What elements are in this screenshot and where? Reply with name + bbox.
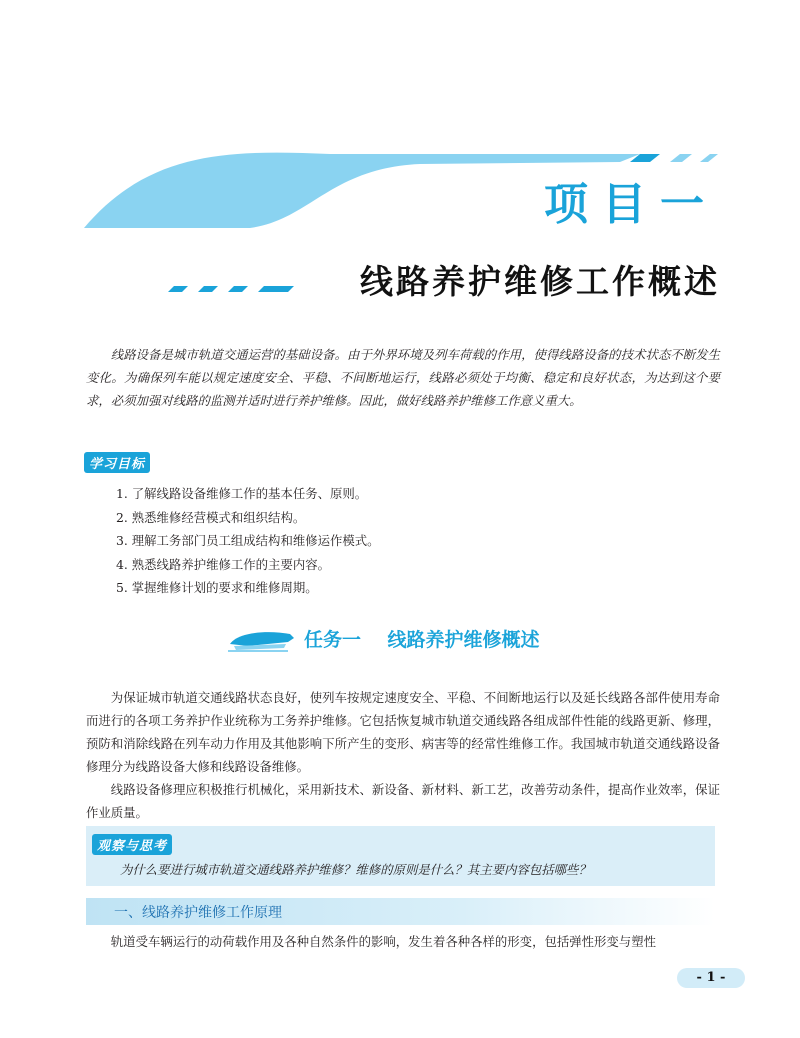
- observe-think-question: 为什么要进行城市轨道交通线路养护维修？维修的原则是什么？其主要内容包括哪些？: [120, 862, 591, 877]
- goal-item: 1. 了解线路设备维修工作的基本任务、原则。: [116, 486, 368, 501]
- project-label: 项目一: [544, 179, 718, 230]
- goal-item: 5. 掌握维修计划的要求和维修周期。: [116, 580, 318, 595]
- body-paragraph-1: 为保证城市轨道交通线路状态良好，使列车按规定速度安全、平稳、不间断地运行以及延长线路各部件使用寿命而进行的各项工务养护作业统称为工务养护维修。它包括恢复城市轨道交通线路各组成部件性能的线路更新、修理，预防和消除线路在列车动力作用及其他影响下所产生的变形、病害等的经常性维修工作。我国城市轨道交通线路设备修理分为线路设备大修和线路设备维修。: [86, 690, 720, 774]
- learning-goals-heading: [84, 452, 150, 473]
- chapter-title: 线路养护维修工作概述: [360, 262, 720, 301]
- observe-think-heading: [92, 834, 172, 855]
- body-paragraph-3: 轨道受车辆运行的动荷载作用及各种自然条件的影响，发生着各种各样的形变，包括弹性形变与塑性: [110, 934, 656, 949]
- intro-paragraph: 线路设备是城市轨道交通运营的基础设备。由于外界环境及列车荷载的作用，使得线路设备的技术状态不断发生变化。为确保列车能以规定速度安全、平稳、不间断地运行，线路必须处于均衡、稳定和良好状态，为达到这个要求，必须加强对线路的监测并适时进行养护维修。因此，做好线路养护维修工作意义重大。: [86, 347, 720, 408]
- body-paragraph-2: 线路设备修理应积极推行机械化，采用新技术、新设备、新材料、新工艺，改善劳动条件，提高作业效率，保证作业质量。: [86, 782, 720, 820]
- observe-think-box: [86, 826, 715, 886]
- page-number: - 1 -: [677, 968, 745, 988]
- task-title: 任务一 线路养护维修概述: [304, 629, 540, 651]
- task-heading: [228, 622, 628, 658]
- learning-goals-list: [116, 482, 380, 600]
- section-heading-bar: [86, 898, 715, 925]
- observe-think-badge: 观察与思考: [92, 834, 172, 855]
- goal-item: 4. 熟悉线路养护维修工作的主要内容。: [116, 556, 331, 572]
- train-icon: [228, 626, 296, 654]
- section-title: 一、线路养护维修工作原理: [114, 905, 282, 921]
- learning-goals-badge: 学习目标: [84, 452, 150, 473]
- goal-item: 3. 理解工务部门员工组成结构和维修运作模式。: [116, 533, 380, 548]
- goal-item: 2. 熟悉维修经营模式和组织结构。: [116, 509, 306, 525]
